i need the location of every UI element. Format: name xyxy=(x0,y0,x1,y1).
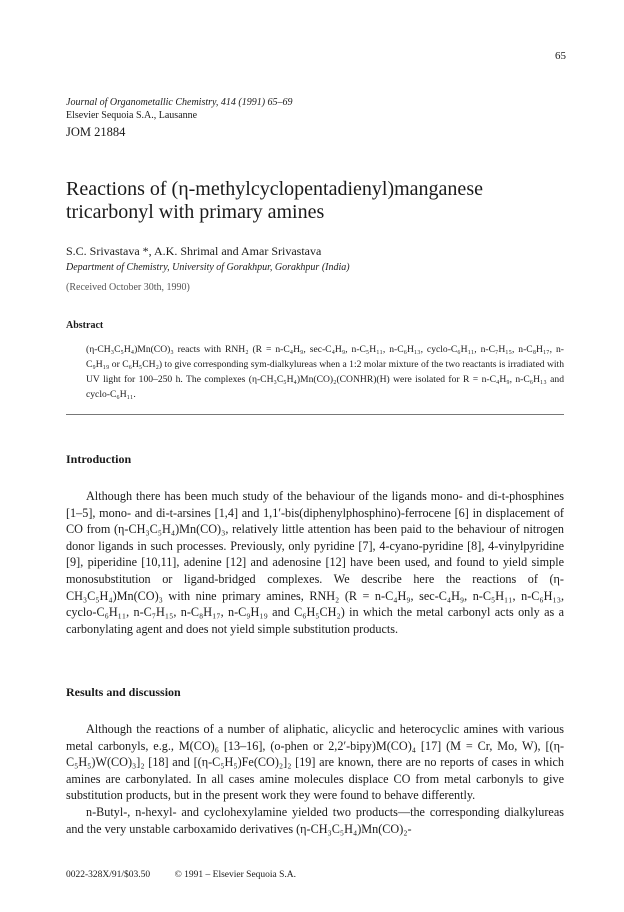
abstract-heading: Abstract xyxy=(66,320,104,331)
introduction-body xyxy=(66,488,564,637)
abstract-text: (η-CH₃C₅H₄)Mn(CO)₃ reacts with RNH₂ (R = n-C₄H₉, sec-C₄H₉, n-C₅H₁₁, n-C₆H₁₃, cyclo-C₆H₁₁, n-C₇H₁₅, n-C₈H₁₇, n-C₉H₁₉ or C₆H₅CH₂) to give corresponding sym-dialkylureas when a 1:2 molar mixture of the two reactants is irradiated with UV light for 100–250 h. The complexes (η-CH₃C₅H₄)Mn(CO)₂(CONHR)(H) were isolated for R = n-C₄H₉, n-C₆H₁₃ and cyclo-C₆H₁₁. xyxy=(86,344,564,400)
results-paragraph-1: Although the reactions of a number of aliphatic, alicyclic and heterocyclic amines with various metal carbonyls, e.g., M(CO)₆ [13–16], (o-phen or 2,2′-bipy)M(CO)₄ [17] (M = Cr, Mo, W), [(η-C₅H₅)W(CO)₃]₂ [18] and [(η-C₅H₅)Fe(CO)₂]₂ [19] are known, there are no reports of cases in which amines are carbonylated. In all cases amine molecules displace CO from metal carbonyls to give substitution products, but in the present work they were found to behave differently. xyxy=(66,722,564,803)
journal-citation: Journal of Organometallic Chemistry, 414 (1991) 65–69 xyxy=(66,97,293,108)
publisher: Elsevier Sequoia S.A., Lausanne xyxy=(66,110,198,121)
article-title: Reactions of (η-methylcyclopentadienyl)manganese tricarbonyl with primary amines xyxy=(66,178,483,223)
journal-header xyxy=(66,96,293,122)
affiliation: Department of Chemistry, University of Gorakhpur, Gorakhpur (India) xyxy=(66,262,350,273)
abstract-body xyxy=(86,342,564,402)
copyright: © 1991 – Elsevier Sequoia S.A. xyxy=(174,870,297,880)
page-footer xyxy=(66,870,318,880)
page-number: 65 xyxy=(555,50,566,62)
section-divider xyxy=(66,414,564,415)
jom-id: JOM 21884 xyxy=(66,125,126,139)
results-body xyxy=(66,721,564,837)
article-code: 0022-328X/91/$03.50 xyxy=(66,870,151,880)
authors: S.C. Srivastava *, A.K. Shrimal and Amar Srivastava xyxy=(66,244,322,258)
results-paragraph-2: n-Butyl-, n-hexyl- and cyclohexylamine yielded two products—the corresponding dialkylureas and the very unstable carboxamido derivatives (η-CH₃C₅H₄)Mn(CO)₂- xyxy=(66,804,564,836)
received-date: (Received October 30th, 1990) xyxy=(66,282,190,293)
results-heading: Results and discussion xyxy=(66,685,181,699)
introduction-heading: Introduction xyxy=(66,452,132,466)
introduction-text: Although there has been much study of the behaviour of the ligands mono- and di-t-phosphines [1–5], mono- and di-t-arsines [1,4] and 1,1′-bis(diphenylphosphino)-ferrocene [6] in displacement of CO from (η-CH₃C₅H₄)Mn(CO)₃, relatively little attention has been paid to the behaviour of nitrogen donor ligands in such processes. Previously, only pyridine [7], 4-cyano-pyridine [8], 4-vinylpyridine [9], piperidine [10,11], adenine [12] and adenosine [12] have been used, and found to yield simple monosubstitution or ligand-bridged complexes. We describe here the reactions of (η-CH₃C₅H₄)Mn(CO)₃ with nine primary amines, RNH₂ (R = n-C₄H₉, sec-C₄H₉, n-C₅H₁₁, n-C₆H₁₃, cyclo-C₆H₁₁, n-C₇H₁₅, n-C₈H₁₇, n-C₉H₁₉ and C₆H₅CH₂) in which the metal carbonyl acts only as a carbonylating agent and does not yield simple substitution products. xyxy=(66,489,564,636)
